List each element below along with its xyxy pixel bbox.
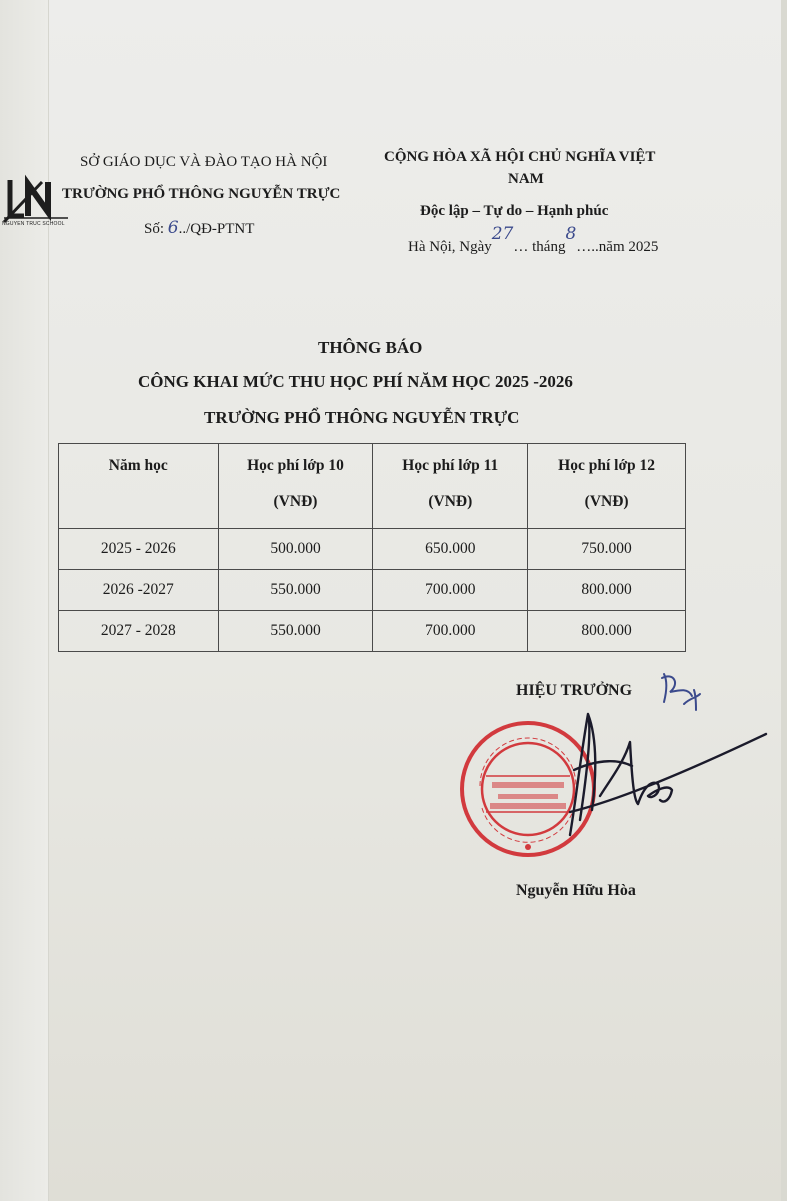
school-logo-text: NGUYEN TRUC SCHOOL	[2, 221, 65, 227]
department-name: SỞ GIÁO DỤC VÀ ĐÀO TẠO HÀ NỘI	[80, 154, 328, 170]
date-day: 27	[491, 224, 514, 244]
document-number-suffix: ../QĐ-PTNT	[178, 221, 255, 237]
date-suffix: …..năm 2025	[576, 239, 659, 255]
cell-school-year: 2026 -2027	[59, 570, 219, 611]
document-number-value: 6	[167, 218, 179, 238]
cell-grade-10-fee: 550.000	[218, 611, 373, 652]
notice-school-line: TRƯỜNG PHỔ THÔNG NGUYỄN TRỰC	[204, 408, 520, 427]
cell-grade-11-fee: 700.000	[373, 611, 528, 652]
principal-title: HIỆU TRƯỞNG	[516, 682, 633, 699]
principal-name: Nguyễn Hữu Hòa	[516, 882, 636, 899]
national-motto: Độc lập – Tự do – Hạnh phúc	[420, 203, 609, 219]
header-grade-10-fee: Học phí lớp 10 (VNĐ)	[218, 444, 373, 529]
tuition-fee-table	[58, 443, 686, 652]
cell-grade-11-fee: 650.000	[373, 529, 528, 570]
table-row	[59, 611, 686, 652]
header-grade-12-fee: Học phí lớp 12 (VNĐ)	[528, 444, 686, 529]
table-header-row	[59, 444, 686, 529]
page-right-edge	[781, 0, 787, 1201]
cell-school-year: 2027 - 2028	[59, 611, 219, 652]
header-grade-11-fee: Học phí lớp 11 (VNĐ)	[373, 444, 528, 529]
cell-grade-11-fee: 700.000	[373, 570, 528, 611]
cell-grade-12-fee: 800.000	[528, 611, 686, 652]
document-number-prefix: Số:	[144, 221, 168, 237]
document-date	[408, 224, 659, 256]
principal-signature-icon	[540, 700, 770, 840]
cell-school-year: 2025 - 2026	[59, 529, 219, 570]
cell-grade-10-fee: 550.000	[218, 570, 373, 611]
cell-grade-12-fee: 750.000	[528, 529, 686, 570]
document-number	[144, 218, 254, 238]
republic-name-line2: NAM	[508, 171, 544, 187]
school-name: TRƯỜNG PHỔ THÔNG NGUYỄN TRỰC	[62, 186, 341, 202]
cell-grade-10-fee: 500.000	[218, 529, 373, 570]
date-month: 8	[565, 224, 577, 244]
date-prefix: Hà Nội, Ngày	[408, 239, 492, 255]
republic-name-line1: CỘNG HÒA XÃ HỘI CHỦ NGHĨA VIỆT	[384, 149, 656, 165]
date-mid: … tháng	[513, 239, 566, 255]
notice-subtitle: CÔNG KHAI MỨC THU HỌC PHÍ NĂM HỌC 2025 -2026	[138, 372, 573, 391]
table-row	[59, 570, 686, 611]
header-school-year: Năm học	[59, 444, 219, 529]
cell-grade-12-fee: 800.000	[528, 570, 686, 611]
notice-title: THÔNG BÁO	[318, 338, 423, 357]
table-row	[59, 529, 686, 570]
